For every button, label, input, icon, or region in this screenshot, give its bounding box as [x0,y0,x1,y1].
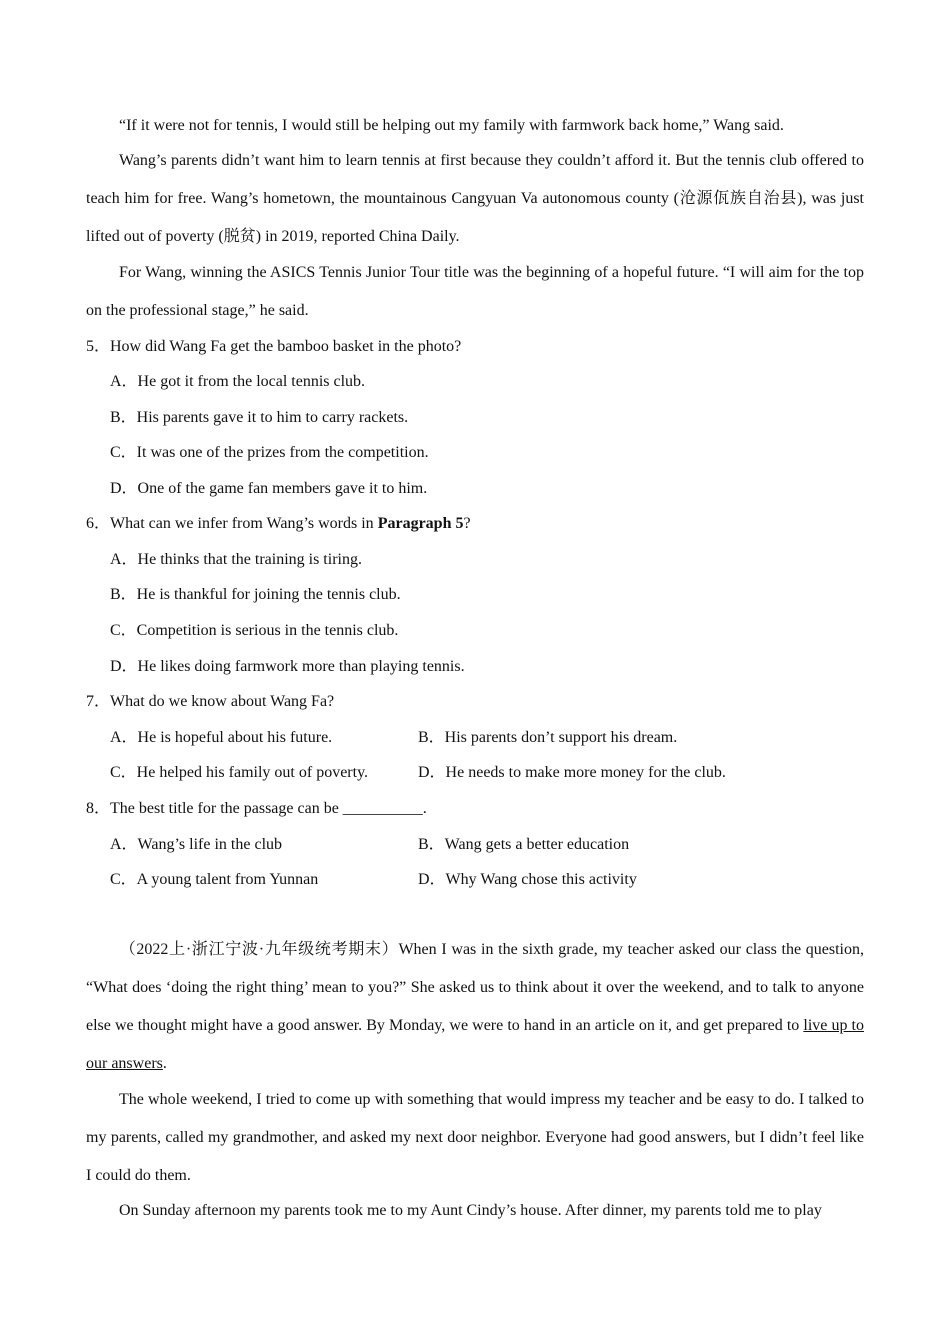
question-6-stem: 6．What can we infer from Wang’s words in Paragraph 5? [86,515,471,532]
question-5-stem: 5．How did Wang Fa get the bamboo basket in the photo? [86,338,462,355]
question-6-option-a: A．He thinks that the training is tiring. [110,551,362,568]
question-6-option-d: D．He likes doing farmwork more than playing tennis. [110,658,465,675]
source-tag: （2022上·浙江宁波·九年级统考期末） [119,941,399,958]
paragraph-reference: Paragraph 5 [377,515,464,532]
passage2-paragraph-1: （2022上·浙江宁波·九年级统考期末）When I was in the sixth grade, my teacher asked our class the question, “What does ‘doing the right thing’ mean to you?” She asked us to think about it over the weekend, and to talk to anyone else we thought might have a good answer. By Monday, we were to hand in an article on it, and get prepared to live up to our answers. [86,941,865,1072]
question-8-option-a: A．Wang’s life in the club [110,836,283,853]
question-5-option-a: A．He got it from the local tennis club. [110,373,366,390]
passage1-paragraph-1: “If it were not for tennis, I would still be helping out my family with farmwork back home,” Wang said. [119,117,784,134]
question-8-stem: 8．The best title for the passage can be __________. [86,800,427,817]
question-5-option-c: C．It was one of the prizes from the competition. [110,444,429,461]
question-7-option-b: B．His parents don’t support his dream. [418,729,678,746]
question-6-option-b: B．He is thankful for joining the tennis club. [110,586,401,603]
passage1-paragraph-2: Wang’s parents didn’t want him to learn tennis at first because they couldn’t afford it. But the tennis club offered to teach him for free. Wang’s hometown, the mountainous Cangyuan Va autonomous county (沧源佤族自治县), was just lifted out of poverty (脱贫) in 2019, reported China Daily. [86,152,864,245]
question-8-option-b: B．Wang gets a better education [418,836,630,853]
question-8-option-c: C．A young talent from Yunnan [110,871,319,888]
question-8-option-d: D．Why Wang chose this activity [418,871,637,888]
question-6-option-c: C．Competition is serious in the tennis club. [110,622,399,639]
question-7-option-c: C．He helped his family out of poverty. [110,764,369,781]
passage2-paragraph-2: The whole weekend, I tried to come up with something that would impress my teacher and be easy to do. I talked to my parents, called my grandmother, and asked my next door neighbor. Everyone had good answers, but I didn’t feel like I could do them. [86,1091,864,1184]
question-7-option-d: D．He needs to make more money for the club. [418,764,726,781]
question-5-option-d: D．One of the game fan members gave it to him. [110,480,428,497]
underlined-phrase: live up to our answers [86,1017,865,1072]
question-5-option-b: B．His parents gave it to him to carry rackets. [110,409,409,426]
question-7-stem: 7．What do we know about Wang Fa? [86,693,335,710]
passage1-paragraph-3: For Wang, winning the ASICS Tennis Junior Tour title was the beginning of a hopeful future. “I will aim for the top on the professional stage,” he said. [86,264,864,319]
question-7-option-a: A．He is hopeful about his future. [110,729,333,746]
passage2-paragraph-3: On Sunday afternoon my parents took me to my Aunt Cindy’s house. After dinner, my parents told me to play [119,1202,822,1219]
